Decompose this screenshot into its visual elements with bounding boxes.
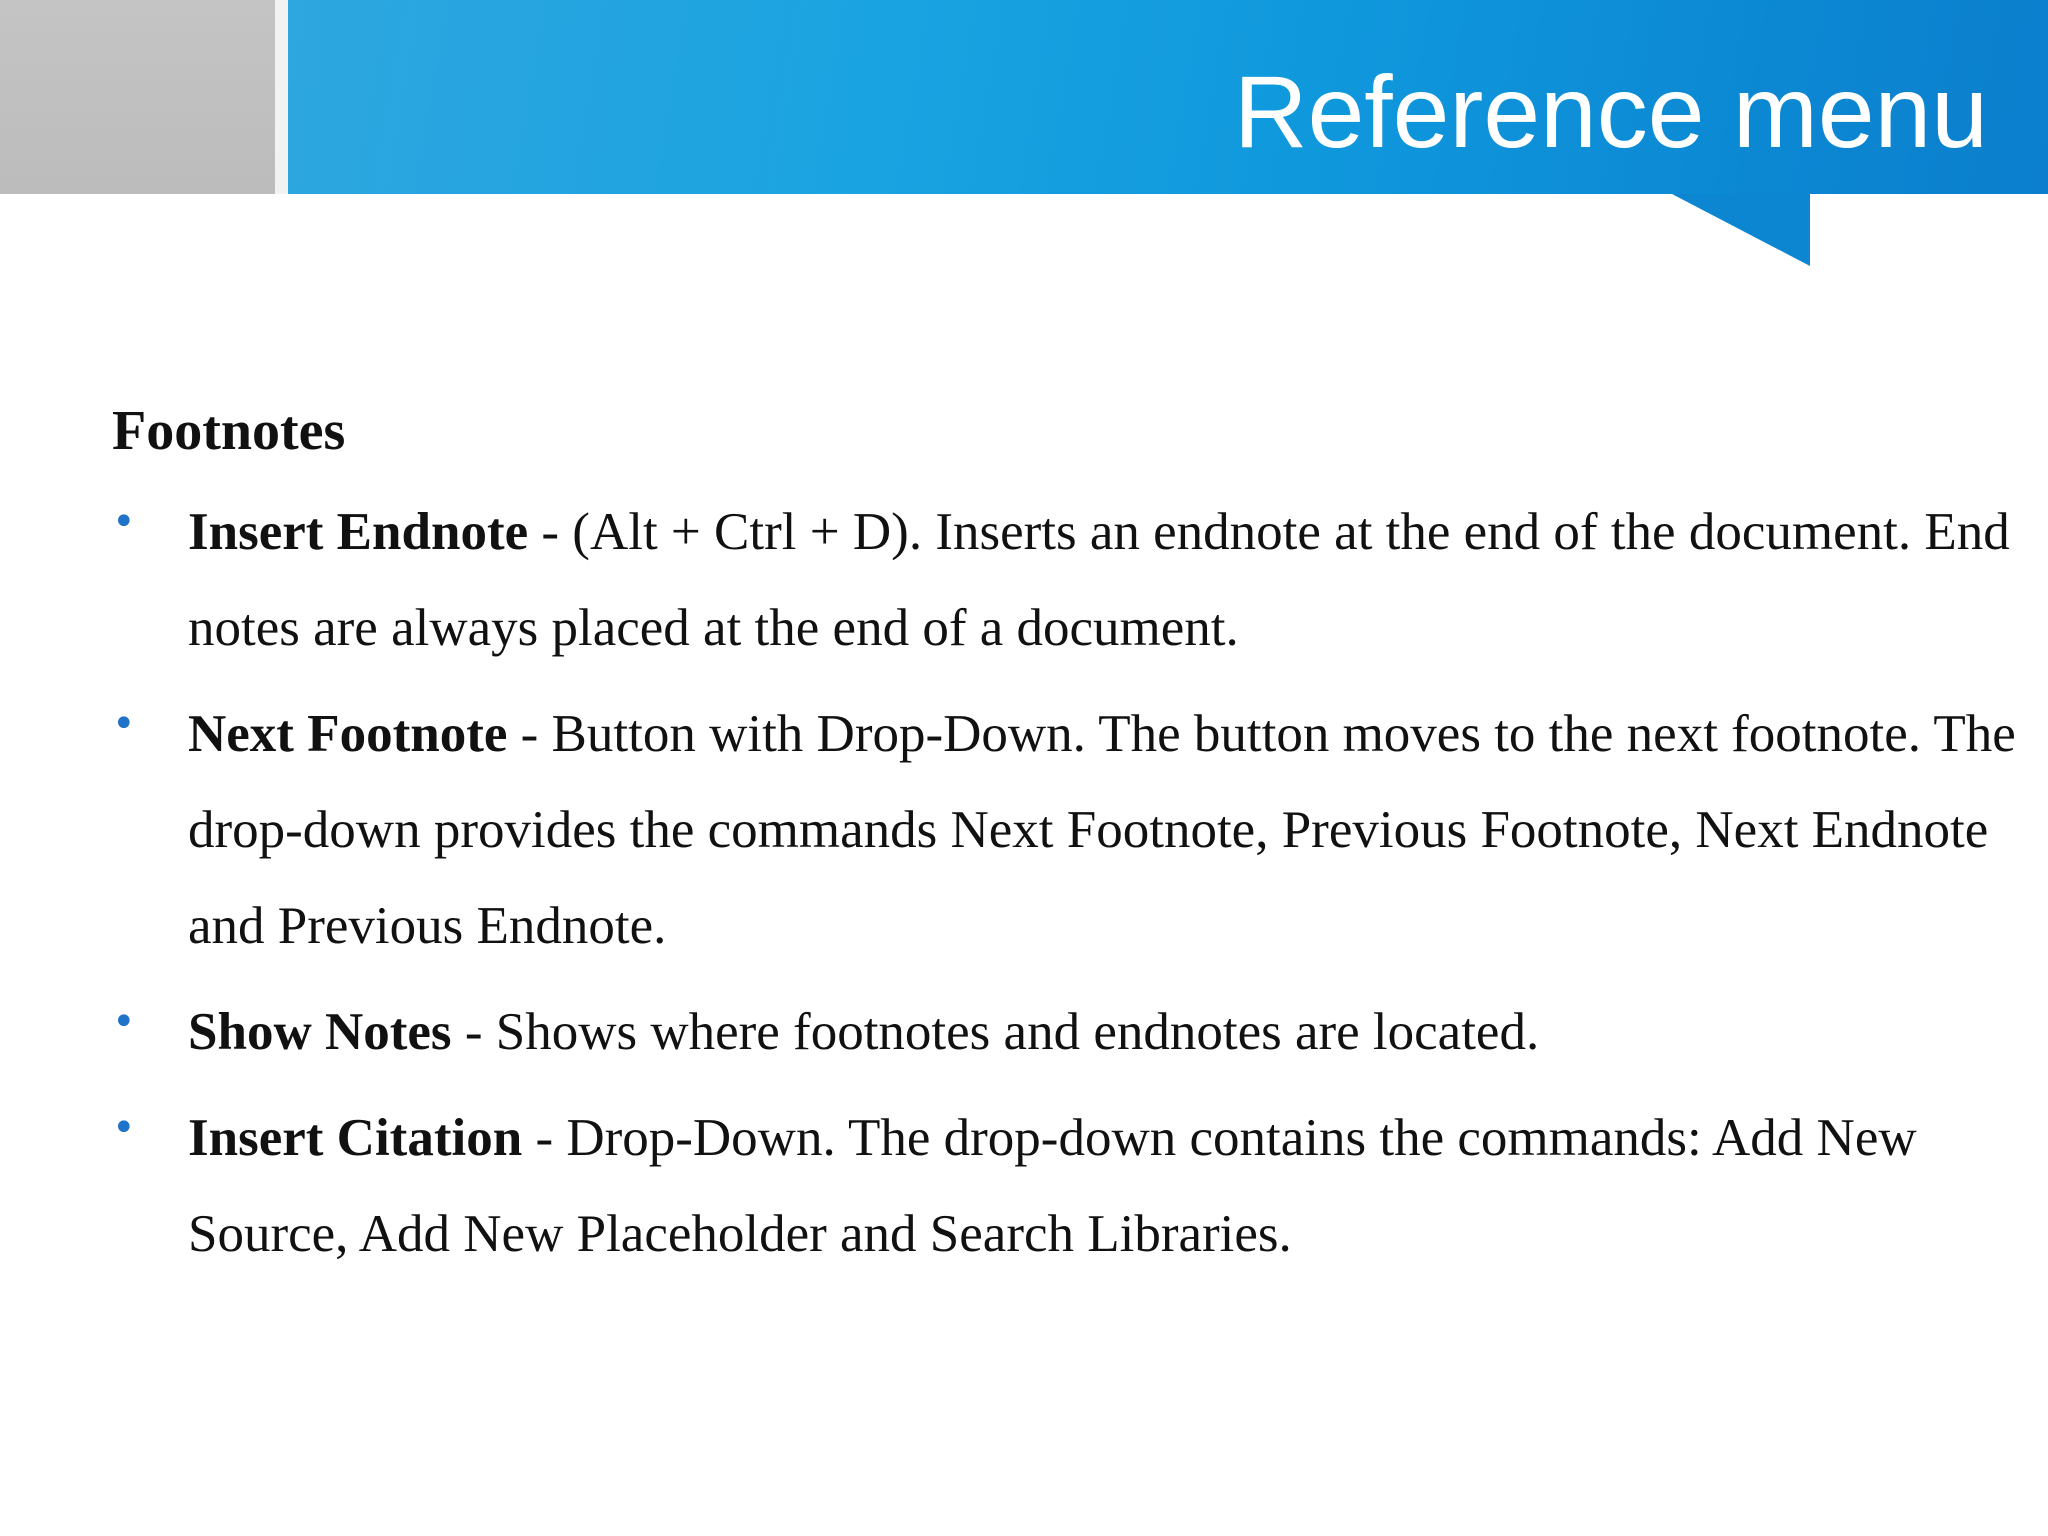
- item-description: - (Alt + Ctrl + D). Inserts an endnote at the end of the document. End notes are always placed at the end of a document.: [188, 503, 2010, 657]
- bullet-list: [112, 484, 2016, 1282]
- item-description: - Drop-Down. The drop-down contains the commands: Add New Source, Add New Placeholder and Search Libraries.: [188, 1109, 1917, 1263]
- slide-body: [112, 388, 2016, 1292]
- list-item: [112, 686, 2048, 974]
- item-term: Next Footnote: [188, 705, 508, 763]
- item-term: Show Notes: [188, 1003, 452, 1061]
- bullet-icon: •: [112, 999, 136, 1045]
- bullet-icon: •: [112, 1105, 136, 1151]
- list-item: [112, 1090, 2048, 1282]
- slide-title: Reference menu: [1233, 55, 1988, 169]
- bullet-icon: •: [112, 499, 136, 545]
- item-term: Insert Endnote: [188, 503, 529, 561]
- section-heading: Footnotes: [112, 400, 346, 462]
- item-term: Insert Citation: [188, 1109, 523, 1167]
- bullet-icon: •: [112, 701, 136, 747]
- list-item: [112, 984, 2048, 1080]
- banner-pointer-shape: [0, 0, 2048, 300]
- item-description: - Button with Drop-Down. The button moves to the next footnote. The drop-down provides the commands Next Footnote, Previous Footnote, Next Endnote and Previous Endnote.: [188, 705, 2016, 955]
- item-description: - Shows where footnotes and endnotes are located.: [451, 1003, 1540, 1061]
- list-item: [112, 484, 2048, 676]
